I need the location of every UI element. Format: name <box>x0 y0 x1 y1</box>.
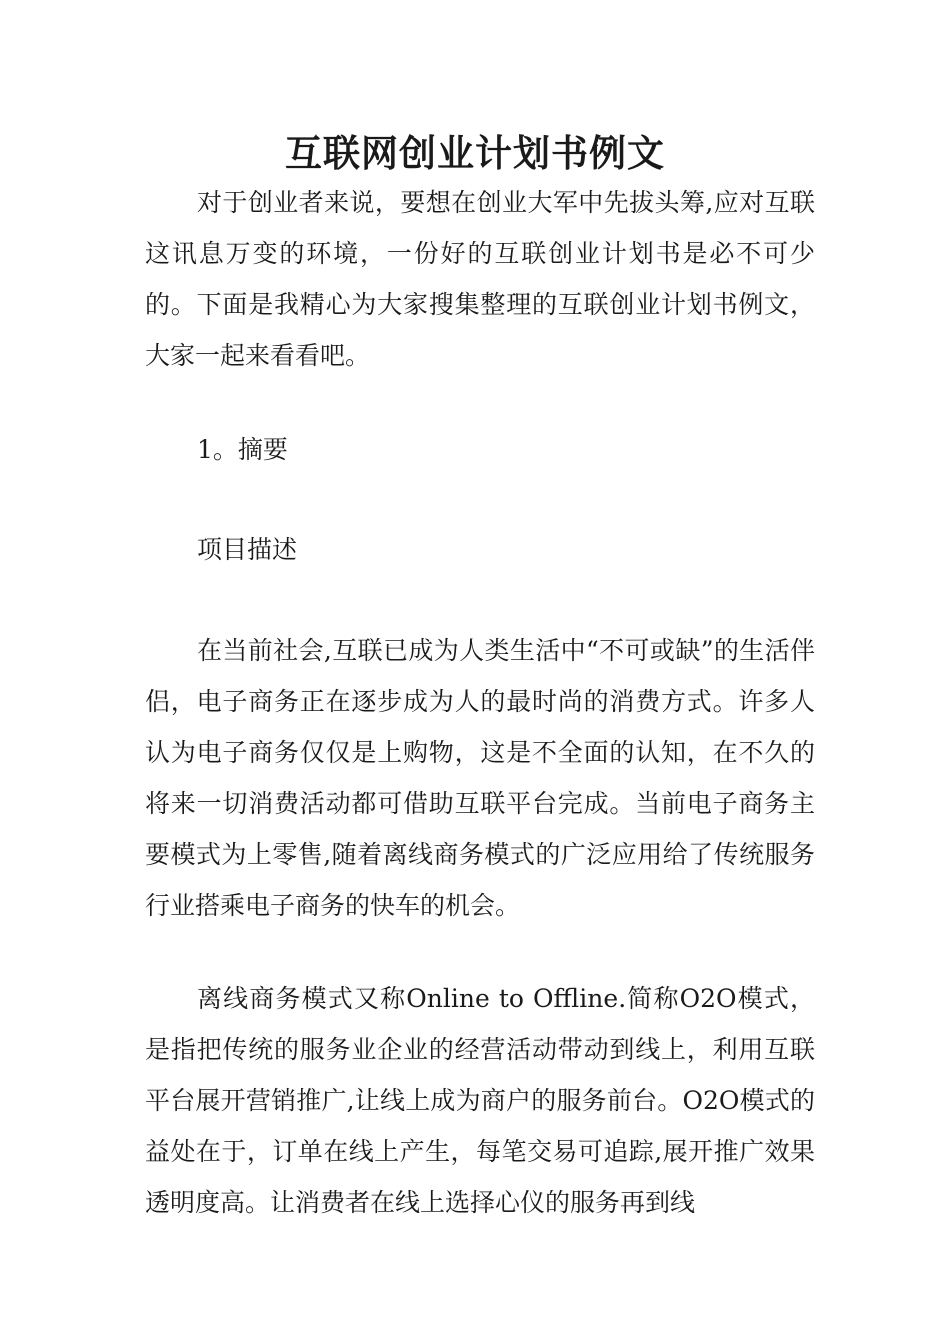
intro-paragraph: 对于创业者来说，要想在创业大军中先拔头筹,应对互联这讯息万变的环境，一份好的互联创业计划书是必不可少的。下面是我精心为大家搜集整理的互联创业计划书例文，大家一起来看看吧。 <box>145 188 815 370</box>
document-title: 互联网创业计划书例文 <box>285 131 665 175</box>
body-paragraph-o2o: 离线商务模式又称Online to Offline.简称O2O模式，是指把传统的服务业企业的经营活动带动到线上，利用互联平台展开营销推广,让线上成为商户的服务前台。O2O模式的益处在于，订单在线上产生，每笔交易可追踪,展开推广效果透明度高。让消费者在线上选择心仪的服务再到线 <box>145 984 815 1217</box>
project-description-heading: 项目描述 <box>197 535 298 564</box>
body-paragraph-ecommerce: 在当前社会,互联已成为人类生活中“不可或缺”的生活伴侣，电子商务正在逐步成为人的最时尚的消费方式。许多人认为电子商务仅仅是上购物，这是不全面的认知，在不久的将来一切消费活动都可借助互联平台完成。当前电子商务主要模式为上零售,随着离线商务模式的广泛应用给了传统服务行业搭乘电子商务的快车的机会。 <box>145 636 815 920</box>
summary-heading: 1。摘要 <box>197 435 288 464</box>
